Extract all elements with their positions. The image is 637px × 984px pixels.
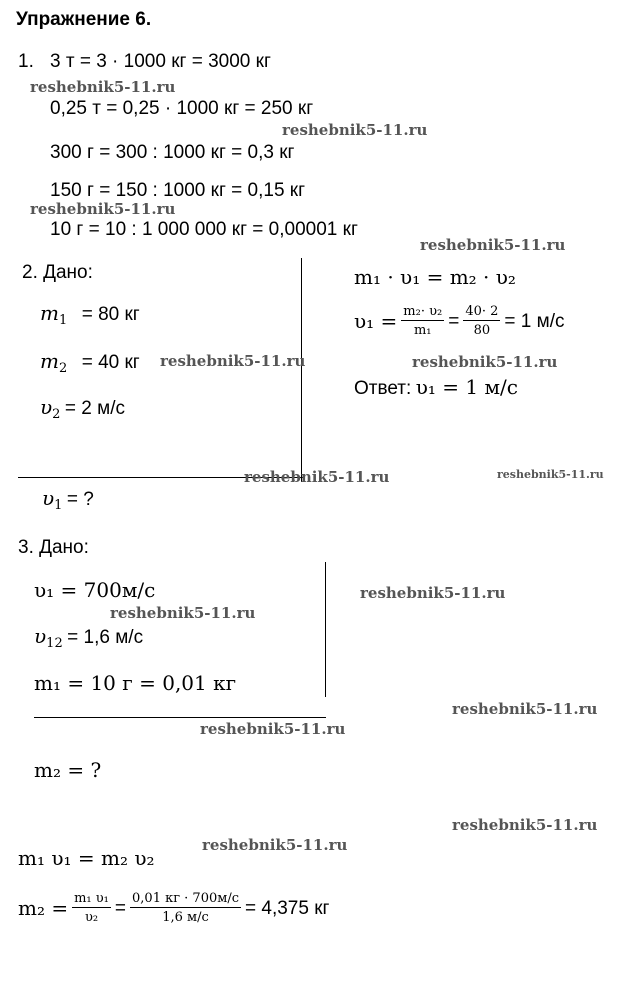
watermark: reshebnik5-11.ru: [160, 352, 306, 370]
task2-fraction-numeric: [463, 305, 500, 337]
task1-line-3: 300 г = 300 : 1000 кг = 0,3 кг: [50, 142, 295, 163]
task3-given-v1: υ₁ = 700м/с: [34, 578, 156, 602]
task3-solution: m₂ = $\frac{\text{m₁ υ₁}}{\text{υ₂}}$ = $\frac{0,01 кг \cdot 700м/с}{1,6 м/с}$ = 4,375 кг: [18, 891, 330, 925]
watermark: reshebnik5-11.ru: [360, 584, 506, 602]
task1-line-5: 10 г = 10 : 1 000 000 кг = 0,00001 кг: [50, 219, 358, 240]
task2-frac2-den: 80: [473, 323, 491, 338]
task3-fraction-numeric: [130, 892, 241, 924]
task2-formula: m₁ · υ₁ = m₂ · υ₂: [354, 265, 516, 289]
task2-find: $\upsilon_1$ = ?: [42, 486, 94, 513]
task2-find-value: = ?: [66, 489, 94, 510]
watermark: reshebnik5-11.ru: [244, 468, 390, 486]
watermark: reshebnik5-11.ru: [452, 700, 598, 718]
task3-v12-value: = 1,6 м/с: [67, 627, 144, 648]
task3-frac2-num: 0,01 кг · 700м/с: [132, 891, 240, 906]
task2-given-m1: $m_1 = 80$ кг: [40, 301, 140, 328]
task2-frac2-num: 40· 2: [465, 304, 499, 319]
task3-given-v12: $\upsilon_{12} = 1,6$ м/с: [34, 624, 144, 651]
task3-frac2-den: 1,6 м/с: [162, 910, 209, 925]
watermark: reshebnik5-11.ru: [420, 236, 566, 254]
task3-fraction-symbolic: [72, 892, 111, 924]
task2-fraction-symbolic: [401, 305, 444, 337]
watermark: reshebnik5-11.ru: [30, 200, 176, 218]
task2-answer-label: Ответ:: [354, 378, 412, 399]
task3-frac1-num: m₁ υ₁: [74, 891, 109, 906]
task3-given-m1: m₁ = 10 г = 0,01 кг: [34, 671, 237, 695]
task2-answer: [354, 377, 518, 398]
watermark: reshebnik5-11.ru: [202, 836, 348, 854]
task3-frac1-den: υ₂: [84, 910, 99, 925]
task2-given-m2: $m_2 = 40$ кг: [40, 349, 140, 376]
task1-line-4: 150 г = 150 : 1000 кг = 0,15 кг: [50, 180, 306, 201]
task3-formula: m₁ υ₁ = m₂ υ₂: [18, 846, 155, 870]
task2-solution-lhs: υ₁ =: [354, 309, 398, 333]
watermark: reshebnik5-11.ru: [282, 121, 428, 139]
task2-answer-value: υ₁ = 1 м/с: [415, 375, 518, 399]
watermark: reshebnik5-11.ru: [110, 604, 256, 622]
task2-m1-value: = 80 кг: [81, 304, 140, 325]
task3-vertical-divider: [325, 562, 326, 697]
task2-m2-value: = 40 кг: [81, 352, 140, 373]
task3-result: = 4,375 кг: [245, 897, 330, 919]
task2-heading: 2. Дано:: [22, 262, 93, 283]
task2-solution: υ₁ = $\frac{\text{m₂· υ₂}}{\text{m₁}}$ = $\frac{40\cdot 2}{80}$ = 1 м/с: [354, 304, 565, 338]
task3-find: m₂ = ?: [34, 758, 102, 782]
task2-result: = 1 м/с: [504, 310, 565, 332]
watermark: reshebnik5-11.ru: [30, 78, 176, 96]
watermark: reshebnik5-11.ru: [200, 720, 346, 738]
task2-given-v2: $\upsilon_2 = 2$ м/с: [40, 395, 125, 422]
task2-v2-value: = 2 м/с: [64, 398, 125, 419]
task1-line-1: 3 т = 3 · 1000 кг = 3000 кг: [50, 51, 271, 72]
page-title: Упражнение 6.: [16, 9, 152, 30]
task1-number: 1.: [18, 51, 34, 72]
task3-heading: 3. Дано:: [18, 537, 89, 558]
task3-horizontal-divider: [34, 717, 326, 718]
task2-frac1-num: m₂· υ₂: [403, 304, 443, 319]
watermark: reshebnik5-11.ru: [452, 816, 598, 834]
task2-vertical-divider: [301, 258, 302, 482]
watermark: reshebnik5-11.ru: [412, 353, 558, 371]
task3-solution-lhs: m₂ =: [18, 896, 69, 920]
watermark: reshebnik5-11.ru: [497, 468, 604, 481]
task1-line-2: 0,25 т = 0,25 · 1000 кг = 250 кг: [50, 98, 314, 119]
task2-frac1-den: m₁: [413, 323, 432, 338]
